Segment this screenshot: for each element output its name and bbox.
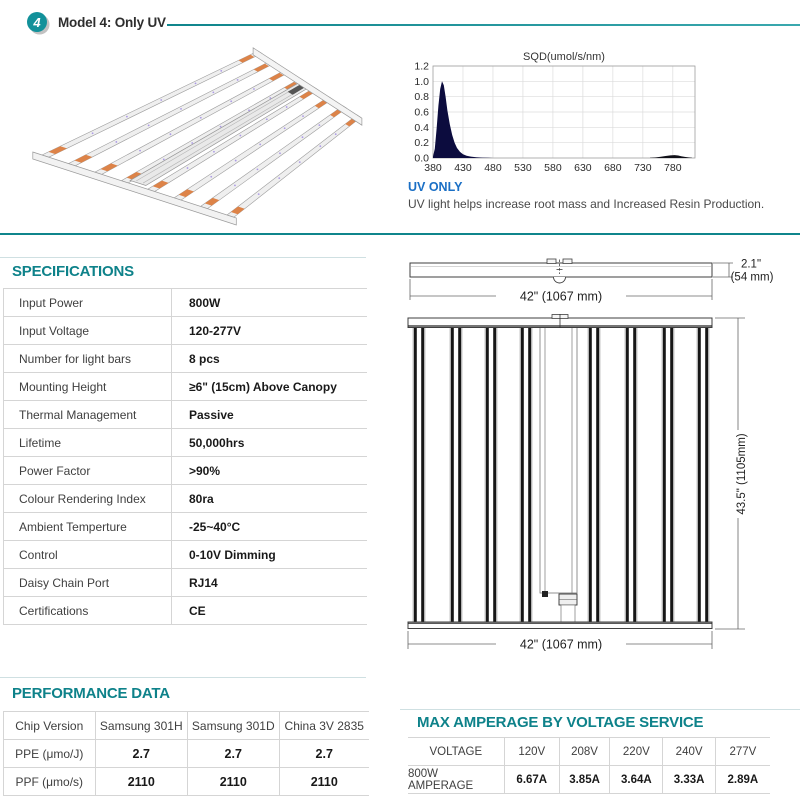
- row-label: 800W AMPERAGE: [408, 767, 474, 792]
- front-width-label: 42" (1067 mm): [519, 637, 603, 652]
- svg-text:730: 730: [634, 162, 652, 174]
- table-value: 2.7: [187, 740, 279, 767]
- side-width-label: 42" (1067 mm): [519, 289, 603, 304]
- spec-label: Ambient Temperture: [19, 519, 127, 534]
- column-header: Samsung 301D: [187, 712, 279, 739]
- spec-value: Passive: [171, 401, 367, 428]
- front-view-light-bars: [413, 327, 709, 622]
- hanger-tab-left: [547, 259, 556, 264]
- svg-text:530: 530: [514, 162, 532, 174]
- spec-value: 80ra: [171, 485, 367, 512]
- column-header: 277V: [715, 738, 770, 765]
- table-value: 6.67A: [504, 766, 559, 793]
- table-value: 2.7: [279, 740, 370, 767]
- model-number-badge: [27, 12, 47, 32]
- spec-row: [4, 597, 367, 625]
- column-header: 220V: [609, 738, 662, 765]
- spec-value: 800W: [171, 289, 367, 316]
- spectrum-caption-title: UV ONLY: [408, 180, 463, 194]
- svg-text:0.4: 0.4: [414, 121, 429, 134]
- spec-label: Daisy Chain Port: [19, 575, 110, 590]
- specifications-heading: SPECIFICATIONS: [12, 263, 134, 280]
- amperage-table: [408, 737, 770, 794]
- table-value: 2110: [279, 768, 370, 795]
- hanging-hook: [554, 277, 566, 283]
- spec-label: Input Power: [19, 295, 84, 310]
- amperage-heading: MAX AMPERAGE BY VOLTAGE SERVICE: [417, 714, 704, 731]
- column-header: 120V: [504, 738, 559, 765]
- table-header-row: [4, 712, 369, 740]
- spec-label: Input Voltage: [19, 323, 90, 338]
- spectrum-caption-description: UV light helps increase root mass and Increased Resin Production.: [408, 197, 765, 211]
- svg-text:1.2: 1.2: [414, 60, 429, 73]
- column-header: VOLTAGE: [429, 745, 483, 758]
- side-height-mm-label: (54 mm): [730, 271, 774, 284]
- spec-label: Power Factor: [19, 463, 91, 478]
- table-row: [4, 740, 369, 768]
- spec-value: >90%: [171, 457, 367, 484]
- svg-text:1.0: 1.0: [414, 75, 429, 88]
- table-value: 2.89A: [715, 766, 770, 793]
- spec-label: Control: [19, 547, 58, 562]
- specifications-table: [3, 288, 367, 625]
- table-value: 2110: [187, 768, 279, 795]
- spec-label: Mounting Height: [19, 379, 107, 394]
- column-header: Samsung 301H: [95, 712, 188, 739]
- performance-hairline: [0, 677, 366, 678]
- spec-row: [4, 569, 367, 597]
- table-header-row: [408, 738, 770, 766]
- side-view-drawing: [410, 259, 712, 283]
- side-height-inch-label: 2.1": [740, 258, 762, 271]
- performance-table: [3, 711, 369, 796]
- front-height-label: 43.5" (1105mm): [736, 433, 748, 515]
- row-label: PPF (μmo/s): [15, 774, 84, 789]
- spec-label: Certifications: [19, 603, 89, 618]
- spec-label: Thermal Management: [19, 407, 137, 422]
- spec-value: ≥6" (15cm) Above Canopy: [171, 373, 367, 400]
- model-number: 4: [33, 14, 41, 30]
- svg-text:480: 480: [484, 162, 502, 174]
- spec-row: [4, 289, 367, 317]
- spec-row: [4, 429, 367, 457]
- table-value: 3.33A: [662, 766, 714, 793]
- amperage-hairline: [400, 709, 800, 710]
- svg-text:380: 380: [424, 162, 442, 174]
- spec-label: Colour Rendering Index: [19, 491, 146, 506]
- spec-row: [4, 513, 367, 541]
- spec-value: 120-277V: [171, 317, 367, 344]
- svg-text:0.0: 0.0: [414, 152, 429, 165]
- spec-label: Number for light bars: [19, 351, 132, 366]
- svg-text:680: 680: [604, 162, 622, 174]
- row-label: PPE (μmo/J): [15, 746, 84, 761]
- table-row: [408, 766, 770, 794]
- spec-value: 0-10V Dimming: [171, 541, 367, 568]
- spec-row: [4, 373, 367, 401]
- hanger-tab-right: [563, 259, 572, 264]
- table-value: 2.7: [95, 740, 188, 767]
- column-header: 240V: [662, 738, 714, 765]
- spec-label: Lifetime: [19, 435, 62, 450]
- specifications-hairline: [0, 257, 366, 258]
- column-header: 208V: [559, 738, 609, 765]
- spec-value: RJ14: [171, 569, 367, 596]
- spectrum-chart: [408, 48, 800, 180]
- spec-row: [4, 345, 367, 373]
- spec-row: [4, 457, 367, 485]
- svg-text:0.6: 0.6: [414, 106, 429, 119]
- table-row: [4, 768, 369, 796]
- spec-row: [4, 317, 367, 345]
- page-title: Model 4: Only UV: [58, 15, 166, 30]
- table-value: 2110: [95, 768, 188, 795]
- dimension-drawings: [400, 250, 800, 670]
- svg-text:SQD(umol/s/nm): SQD(umol/s/nm): [523, 51, 605, 63]
- svg-text:630: 630: [574, 162, 592, 174]
- header-rule: [167, 24, 800, 26]
- spec-value: 50,000hrs: [171, 429, 367, 456]
- table-value: 3.64A: [609, 766, 662, 793]
- svg-text:580: 580: [544, 162, 562, 174]
- performance-heading: PERFORMANCE DATA: [12, 685, 170, 702]
- column-header: Chip Version: [15, 718, 84, 733]
- section-divider: [0, 233, 800, 235]
- spec-value: CE: [171, 597, 367, 624]
- fixture-isometric-illustration: [30, 40, 380, 240]
- spec-row: [4, 541, 367, 569]
- table-value: 3.85A: [559, 766, 609, 793]
- svg-text:0.2: 0.2: [414, 137, 429, 150]
- svg-text:430: 430: [454, 162, 472, 174]
- column-header: China 3V 2835: [279, 712, 370, 739]
- spec-row: [4, 401, 367, 429]
- spec-row: [4, 485, 367, 513]
- svg-text:780: 780: [664, 162, 682, 174]
- spec-value: 8 pcs: [171, 345, 367, 372]
- spec-value: -25~40°C: [171, 513, 367, 540]
- svg-text:0.8: 0.8: [414, 91, 429, 104]
